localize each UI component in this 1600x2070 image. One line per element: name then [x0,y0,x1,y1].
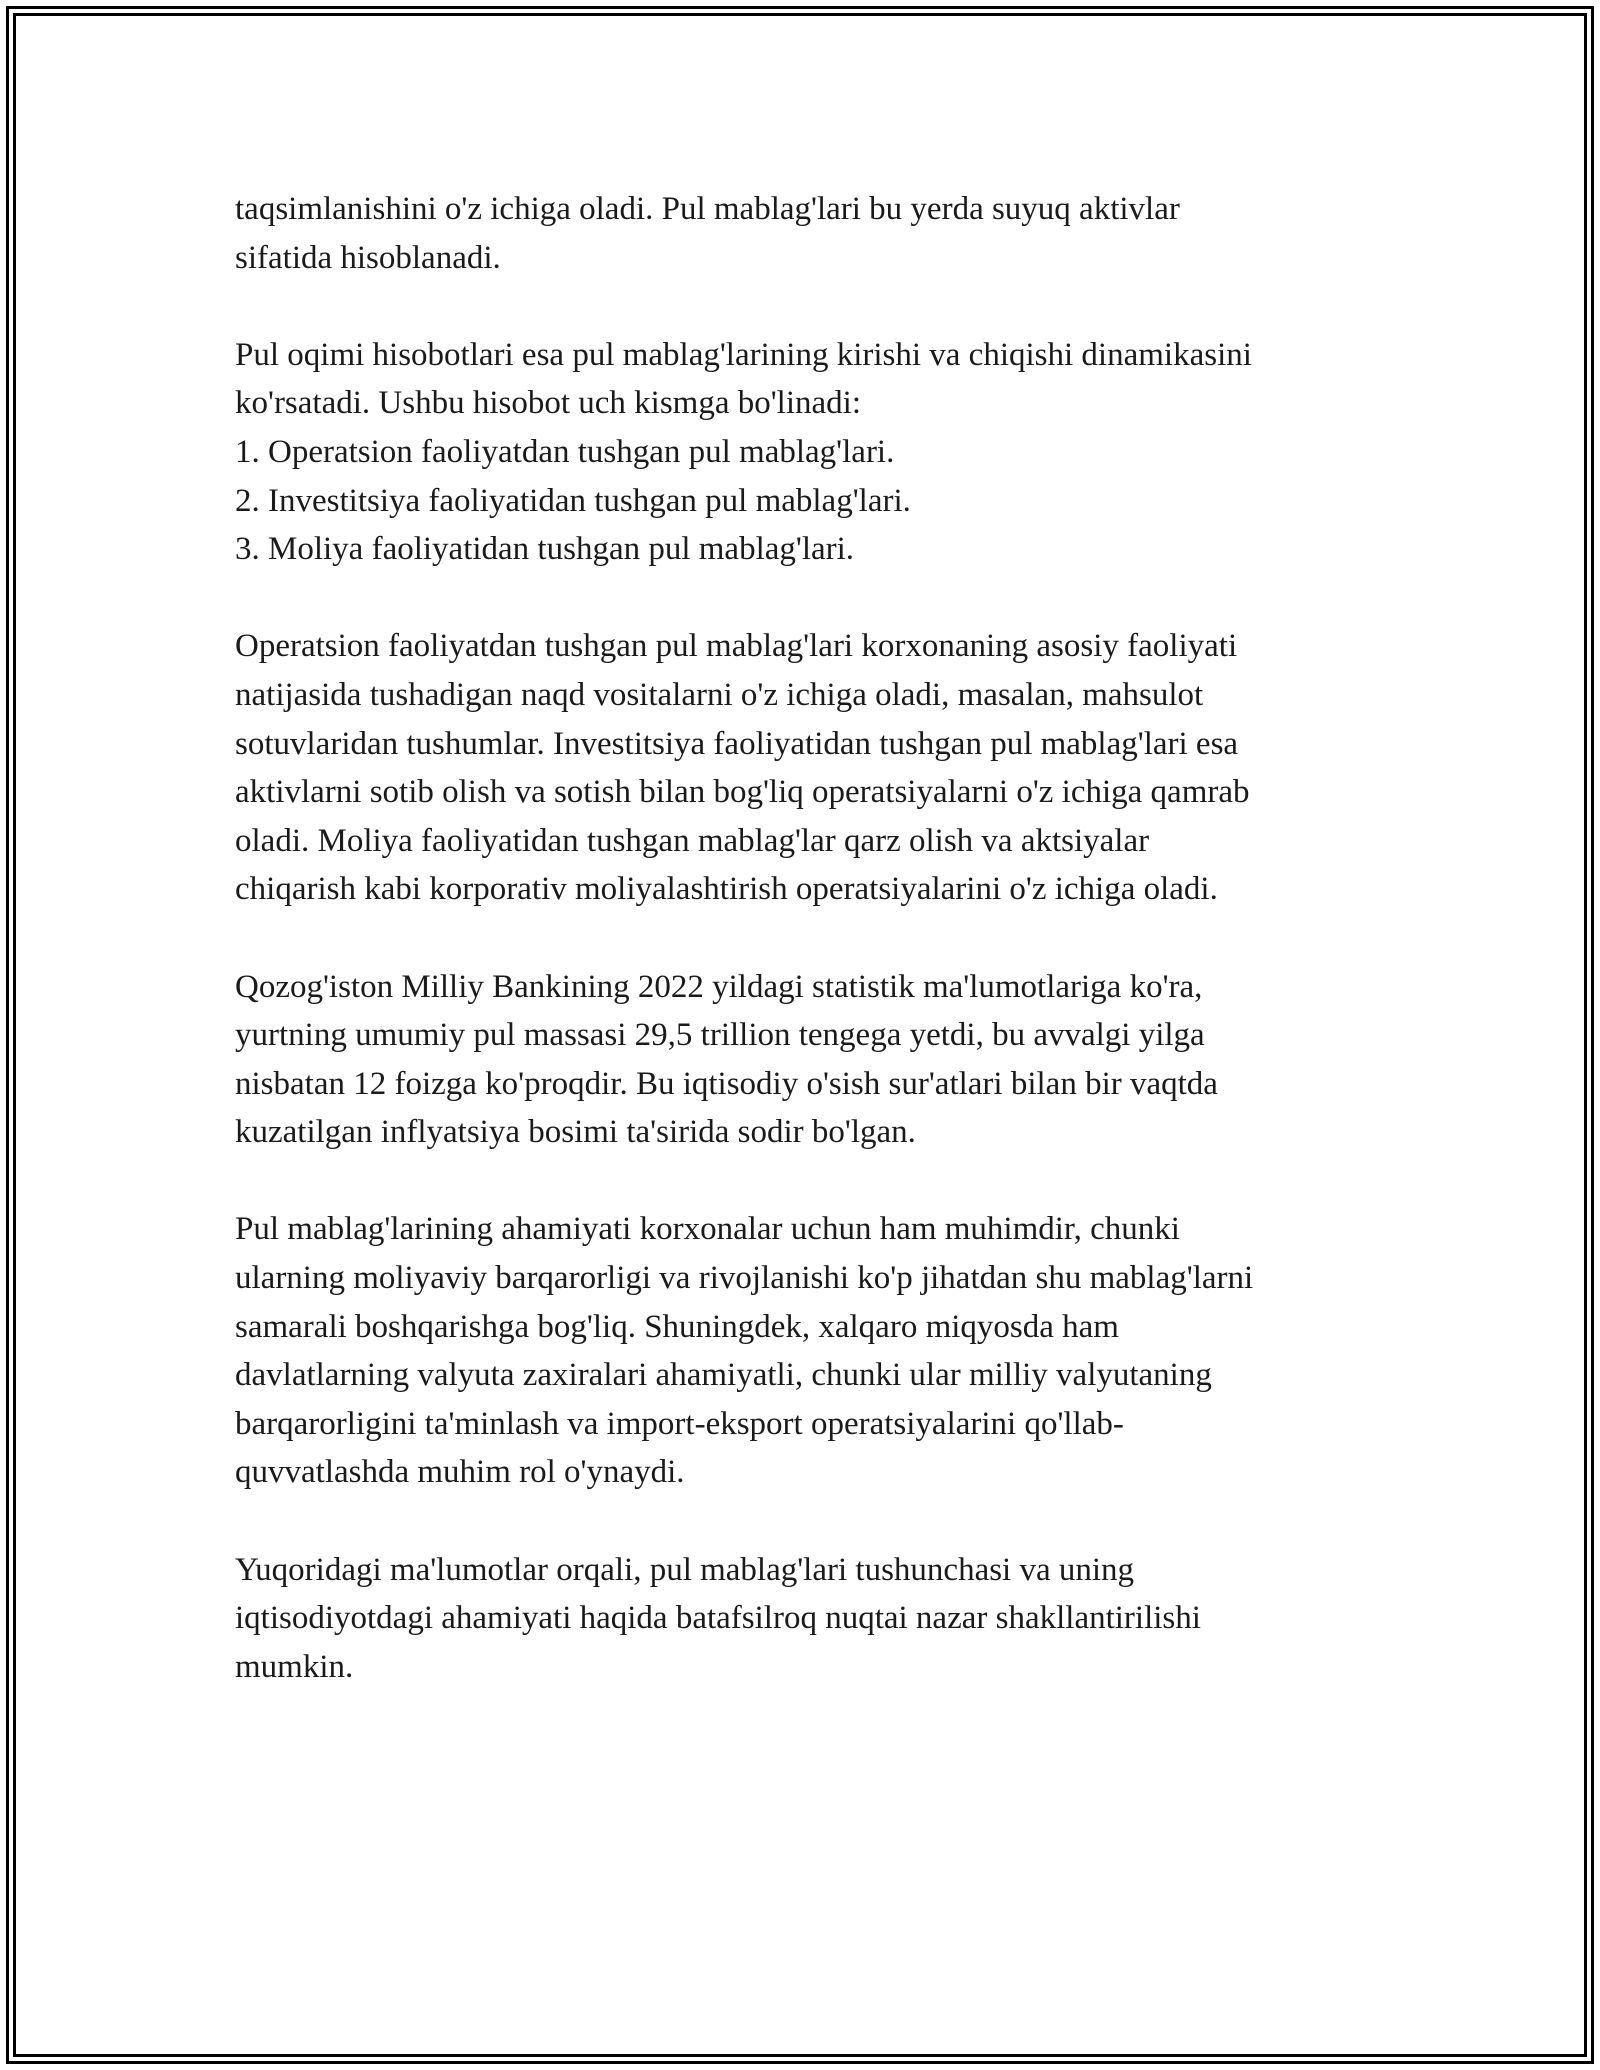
text-line: Pul oqimi hisobotlari esa pul mablag'larining kirishi va chiqishi dinamikasini [235,336,1252,373]
text-line: nisbatan 12 foizga ko'proqdir. Bu iqtisodiy o'sish sur'atlari bilan bir vaqtda [235,1065,1218,1102]
text-line: sifatida hisoblanadi. [235,239,501,276]
paragraph-cash-flow-intro [235,331,1385,574]
paragraph-conclusion [235,1546,1385,1692]
text-line: ularning moliyaviy barqarorligi va rivojlanishi ko'p jihatdan shu mablag'larni [235,1260,1254,1297]
text-line: davlatlarning valyuta zaxiralari ahamiyatli, chunki ular milliy valyutaning [235,1357,1212,1394]
paragraph-importance [235,1205,1385,1497]
list-item: 3. Moliya faoliyatidan tushgan pul mablag'lari. [235,531,855,568]
text-line: quvvatlashda muhim rol o'ynaydi. [235,1454,685,1491]
text-line: ko'rsatadi. Ushbu hisobot uch kismga bo'linadi: [235,385,862,422]
list-item: 2. Investitsiya faoliyatidan tushgan pul mablag'lari. [235,482,911,519]
text-line: iqtisodiyotdagi ahamiyati haqida batafsilroq nuqtai nazar shakllantirilishi [235,1600,1201,1637]
document-body [235,185,1385,1740]
text-line: natijasida tushadigan naqd vositalarni o'z ichiga oladi, masalan, mahsulot [235,676,1204,713]
text-line: barqarorligini ta'minlash va import-eksport operatsiyalarini qo'llab- [235,1405,1124,1442]
text-line: yurtning umumiy pul massasi 29,5 trillion tengega yetdi, bu avvalgi yilga [235,1017,1205,1054]
list-item: 1. Operatsion faoliyatdan tushgan pul mablag'lari. [235,433,895,470]
paragraph-activities-explained [235,622,1385,914]
text-line: kuzatilgan inflyatsiya bosimi ta'sirida sodir bo'lgan. [235,1114,916,1151]
text-line: oladi. Moliya faoliyatidan tushgan mablag'lar qarz olish va aktsiyalar [235,822,1150,859]
text-line: aktivlarni sotib olish va sotish bilan bog'liq operatsiyalarni o'z ichiga qamrab [235,774,1250,811]
text-line: Qozog'iston Milliy Bankining 2022 yildagi statistik ma'lumotlariga ko'ra, [235,968,1203,1005]
text-line: mumkin. [235,1648,354,1685]
text-line: Pul mablag'larining ahamiyati korxonalar uchun ham muhimdir, chunki [235,1211,1180,1248]
text-line: Operatsion faoliyatdan tushgan pul mablag'lari korxonaning asosiy faoliyati [235,628,1238,665]
paragraph-assets-continuation [235,185,1385,282]
text-line: Yuqoridagi ma'lumotlar orqali, pul mablag'lari tushunchasi va uning [235,1551,1135,1588]
text-line: sotuvlaridan tushumlar. Investitsiya faoliyatidan tushgan pul mablag'lari esa [235,725,1239,762]
paragraph-kazakhstan-statistics [235,963,1385,1157]
text-line: taqsimlanishini o'z ichiga oladi. Pul mablag'lari bu yerda suyuq aktivlar [235,191,1180,227]
text-line: chiqarish kabi korporativ moliyalashtirish operatsiyalarini o'z ichiga oladi. [235,871,1218,908]
text-line: samarali boshqarishga bog'liq. Shuningdek, xalqaro miqyosda ham [235,1308,1119,1345]
